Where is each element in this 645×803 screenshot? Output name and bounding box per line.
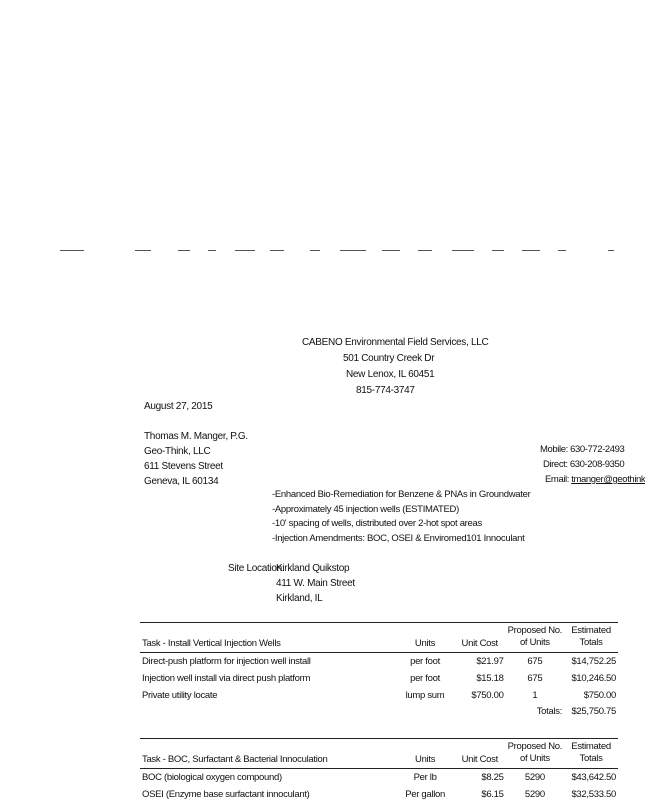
row-units: Per gallon xyxy=(405,788,445,800)
recipient-name: Thomas M. Manger, P.G. xyxy=(144,431,248,442)
scope-item: -Injection Amendments: BOC, OSEI & Enviromed101 Innoculant xyxy=(272,533,525,544)
company-city: New Lenox, IL 60451 xyxy=(346,369,435,380)
row-qty: 1 xyxy=(532,689,538,701)
row-cost: $15.18 xyxy=(476,672,504,684)
site-street: 411 W. Main Street xyxy=(276,578,355,589)
recipient-street: 611 Stevens Street xyxy=(144,461,223,472)
scope-item: -10' spacing of wells, distributed over 2-hot spot areas xyxy=(272,518,482,529)
site-city: Kirkland, IL xyxy=(276,593,323,604)
task-title: Task - Install Vertical Injection Wells xyxy=(142,638,281,649)
row-cost: $8.25 xyxy=(481,771,504,783)
task-title: Task - BOC, Surfactant & Bacterial Innoculation xyxy=(142,754,328,765)
col-unit-cost: Unit Cost xyxy=(461,754,498,765)
table-row xyxy=(140,769,618,786)
row-cost: $6.15 xyxy=(481,788,504,800)
row-cost: $750.00 xyxy=(471,689,504,701)
row-qty: 675 xyxy=(527,655,543,667)
recipient-city: Geneva, IL 60134 xyxy=(144,476,219,487)
col-proposed: Proposed No. of Units xyxy=(507,741,563,764)
contact-email-row xyxy=(545,474,645,485)
row-units: per foot xyxy=(410,655,440,667)
row-qty: 5290 xyxy=(524,788,545,800)
table-row xyxy=(140,687,618,704)
col-units: Units xyxy=(414,638,436,649)
contact-mobile: Mobile: 630-772-2493 xyxy=(540,444,625,455)
row-units: per foot xyxy=(410,672,440,684)
company-phone: 815-774-3747 xyxy=(356,385,415,396)
col-units: Units xyxy=(415,754,436,765)
col-unit-cost: Unit Cost xyxy=(461,638,498,649)
recipient-company: Geo-Think, LLC xyxy=(144,446,211,457)
row-cost: $21.97 xyxy=(476,655,504,667)
scan-artifact-line xyxy=(60,250,618,256)
company-name: CABENO Environmental Field Services, LLC xyxy=(302,337,489,348)
row-total: $750.00 xyxy=(583,689,616,701)
contact-email-label: Email: xyxy=(545,474,569,485)
table-header-row xyxy=(140,739,618,769)
table-row xyxy=(140,653,618,670)
row-total: $10,246.50 xyxy=(571,672,616,684)
innoculation-table xyxy=(140,738,618,803)
row-desc: BOC (biological oxygen compound) xyxy=(142,771,282,783)
row-desc: Direct-push platform for injection well install xyxy=(142,655,311,667)
col-proposed: Proposed No. of Units xyxy=(507,625,563,648)
row-desc: Private utility locate xyxy=(142,689,218,701)
row-desc: Injection well install via direct push platform xyxy=(142,672,311,684)
letter-date: August 27, 2015 xyxy=(144,401,213,412)
table-header-row xyxy=(140,623,618,653)
row-qty: 675 xyxy=(527,672,543,684)
totals-label: Totals: xyxy=(536,706,563,717)
row-qty: 5290 xyxy=(524,771,545,783)
injection-wells-table xyxy=(140,622,618,720)
contact-direct: Direct: 630-208-9350 xyxy=(543,459,625,470)
totals-value: $25,750.75 xyxy=(571,706,616,717)
totals-row xyxy=(140,704,618,720)
contact-email-link[interactable]: tmanger@geothink xyxy=(571,474,645,485)
row-total: $43,642.50 xyxy=(571,771,616,783)
row-total: $14,752.25 xyxy=(571,655,616,667)
row-desc: OSEI (Enzyme base surfactant innoculant) xyxy=(142,788,310,800)
scope-item: -Enhanced Bio-Remediation for Benzene & PNAs in Groundwater xyxy=(272,489,531,500)
site-label: Site Location: xyxy=(228,563,285,574)
table-row xyxy=(140,670,618,687)
scope-item: -Approximately 45 injection wells (ESTIMATED) xyxy=(272,504,459,515)
row-units: lump sum xyxy=(405,689,445,701)
row-units: Per lb xyxy=(413,771,437,783)
col-estimated: Estimated Totals xyxy=(571,741,611,764)
table-row xyxy=(140,786,618,803)
col-estimated: Estimated Totals xyxy=(571,625,611,648)
row-total: $32,533.50 xyxy=(571,788,616,800)
company-street: 501 Country Creek Dr xyxy=(343,353,435,364)
site-name: Kirkland Quikstop xyxy=(276,563,350,574)
